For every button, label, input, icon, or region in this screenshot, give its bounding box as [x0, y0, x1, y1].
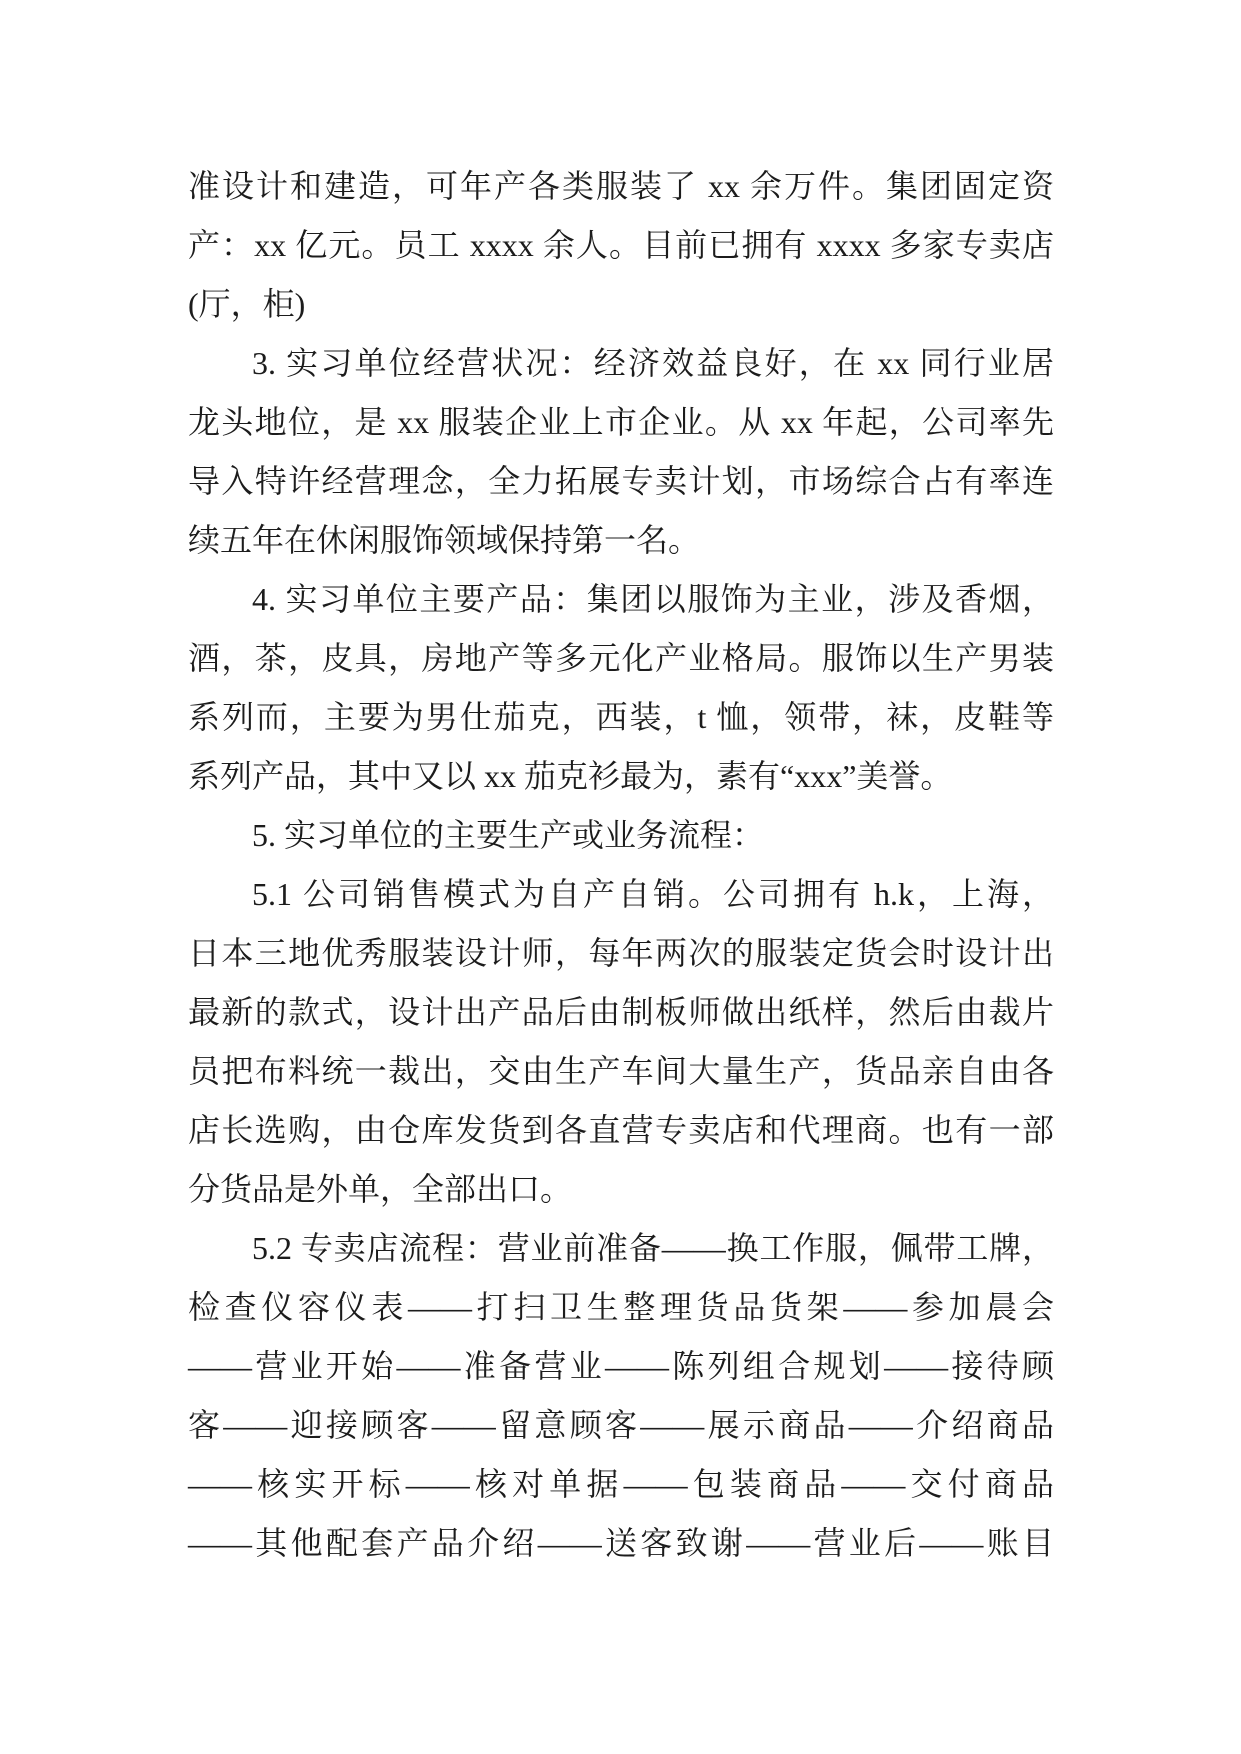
paragraph-line: 日本三地优秀服装设计师，每年两次的服装定货会时设计出 — [188, 935, 1054, 971]
document-body — [188, 157, 1054, 1573]
paragraph-line: 续五年在休闲服饰领域保持第一名。 — [188, 522, 701, 558]
paragraph-line: 系列而，主要为男仕茄克，西装，t 恤，领带，袜，皮鞋等 — [188, 699, 1054, 735]
paragraph-line: 客——迎接顾客——留意顾客——展示商品——介绍商品 — [188, 1407, 1054, 1443]
paragraph-store-process — [188, 1219, 1054, 1573]
paragraph-line: 店长选购，由仓库发货到各直营专卖店和代理商。也有一部 — [188, 1112, 1054, 1148]
paragraph-line: 龙头地位，是 xx 服装企业上市企业。从 xx 年起，公司率先 — [188, 404, 1054, 440]
paragraph-line: ——营业开始——准备营业——陈列组合规划——接待顾 — [188, 1348, 1054, 1384]
paragraph-main-products — [188, 570, 1054, 806]
paragraph-line: 最新的款式，设计出产品后由制板师做出纸样，然后由裁片 — [188, 994, 1054, 1030]
paragraph-sales-model — [188, 865, 1054, 1219]
paragraph-line: 4. 实习单位主要产品：集团以服饰为主业，涉及香烟， — [252, 581, 1054, 617]
paragraph-company-scale — [188, 157, 1054, 334]
paragraph-line: 员把布料统一裁出，交由生产车间大量生产，货品亲自由各 — [188, 1053, 1054, 1089]
paragraph-line: 5. 实习单位的主要生产或业务流程： — [252, 817, 765, 853]
paragraph-line: (厅，柜) — [188, 286, 306, 322]
paragraph-line: 导入特许经营理念，全力拓展专卖计划，市场综合占有率连 — [188, 463, 1054, 499]
paragraph-line: ——核实开标——核对单据——包装商品——交付商品 — [188, 1466, 1054, 1502]
paragraph-operating-status — [188, 334, 1054, 570]
paragraph-line: ——其他配套产品介绍——送客致谢——营业后——账目 — [188, 1525, 1054, 1561]
paragraph-line: 准设计和建造，可年产各类服装了 xx 余万件。集团固定资 — [188, 168, 1054, 204]
paragraph-line: 产：xx 亿元。员工 xxxx 余人。目前已拥有 xxxx 多家专卖店 — [188, 227, 1054, 263]
paragraph-process-heading — [188, 806, 1054, 865]
paragraph-line: 5.1 公司销售模式为自产自销。公司拥有 h.k，上海， — [252, 876, 1054, 912]
paragraph-line: 检查仪容仪表——打扫卫生整理货品货架——参加晨会 — [188, 1289, 1054, 1325]
paragraph-line: 5.2 专卖店流程：营业前准备——换工作服，佩带工牌， — [252, 1230, 1054, 1266]
paragraph-line: 分货品是外单，全部出口。 — [188, 1171, 573, 1207]
paragraph-line: 3. 实习单位经营状况：经济效益良好，在 xx 同行业居 — [252, 345, 1054, 381]
paragraph-line: 系列产品，其中又以 xx 茄克衫最为，素有“xxx”美誉。 — [188, 758, 953, 794]
paragraph-line: 酒，茶，皮具，房地产等多元化产业格局。服饰以生产男装 — [188, 640, 1054, 676]
